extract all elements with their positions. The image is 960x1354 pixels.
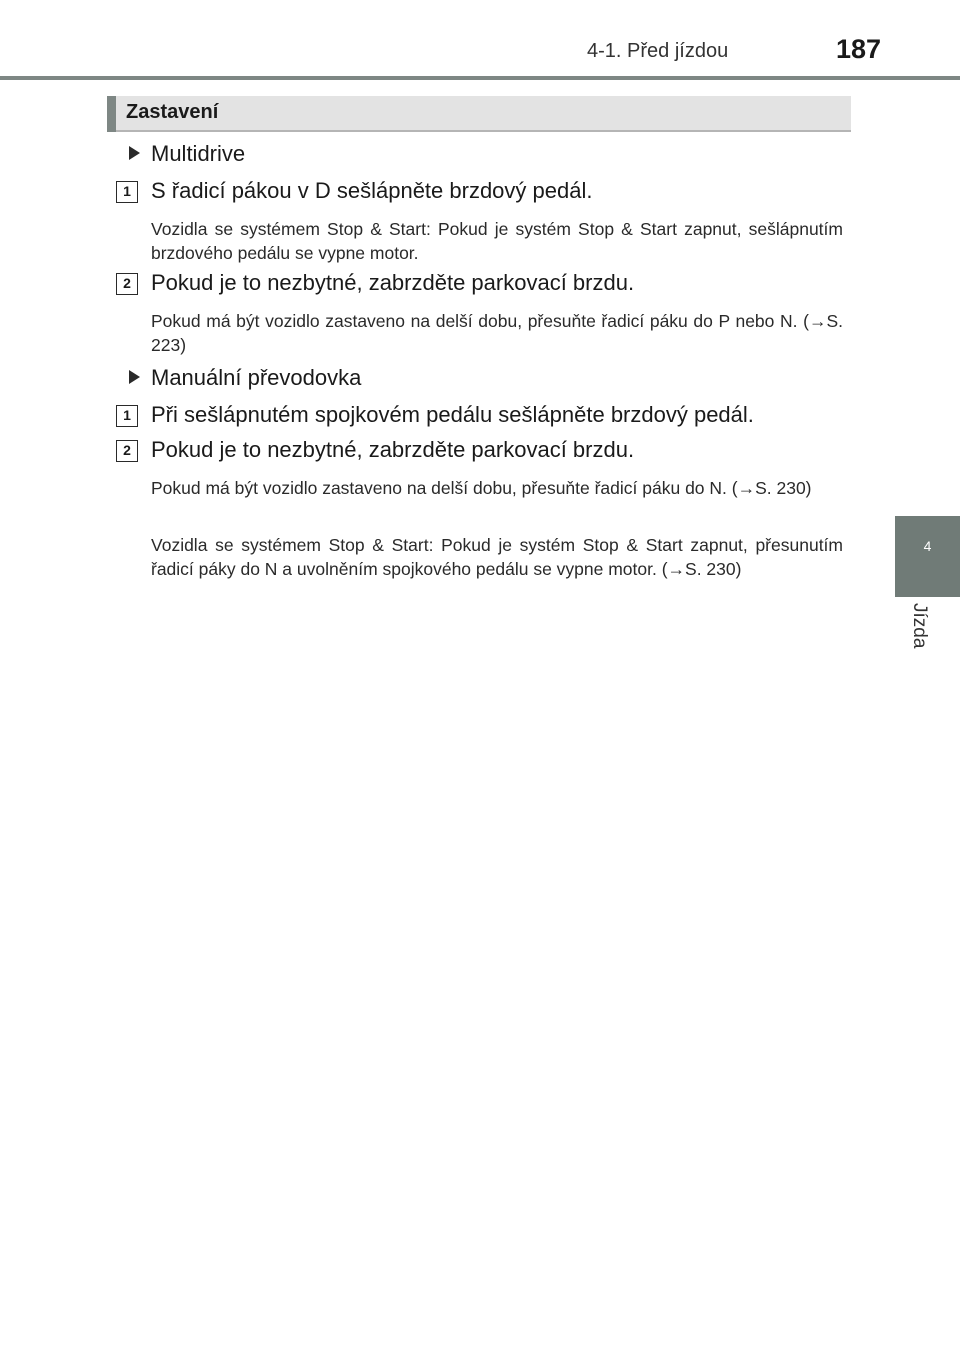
- page-number: 187: [836, 34, 882, 64]
- multidrive-step-2-note: Pokud má být vozidlo zastaveno na delší dobu, přesuňte řadicí páku do P nebo N. (→S. 223): [151, 311, 843, 355]
- chapter-number: 4: [923, 538, 932, 554]
- step-badge-1: 1: [116, 405, 138, 427]
- manual-step-2-note-1: Pokud má být vozidlo zastaveno na delší dobu, přesuňte řadicí páku do N. (→S. 230): [151, 478, 812, 498]
- chapter-tab-block: [895, 516, 960, 597]
- section-bar-background: [107, 96, 851, 132]
- step-badge-2: 2: [116, 273, 138, 295]
- manual-heading: Manuální převodovka: [151, 365, 362, 390]
- multidrive-step-1: S řadicí pákou v D sešlápněte brzdový pedál.: [151, 178, 593, 203]
- header-divider: [0, 76, 960, 80]
- section-bar-accent: [107, 96, 116, 132]
- multidrive-heading: Multidrive: [151, 141, 246, 166]
- step-badge-1: 1: [116, 181, 138, 203]
- step-badge-2: 2: [116, 440, 138, 462]
- section-title: Zastavení: [126, 101, 219, 123]
- chapter-label: Jízda: [909, 603, 930, 649]
- manual-step-2-note-2: Vozidla se systémem Stop & Start: Pokud je systém Stop & Start zapnut, přesunutím řadicí páky do N a uvolněním spojkového pedálu se vypne motor. (→S. 230): [151, 535, 843, 579]
- arrow-right-icon: [129, 370, 140, 384]
- manual-step-2: Pokud je to nezbytné, zabrzděte parkovací brzdu.: [151, 437, 635, 462]
- multidrive-step-2: Pokud je to nezbytné, zabrzděte parkovací brzdu.: [151, 270, 635, 295]
- multidrive-step-1-note: Vozidla se systémem Stop & Start: Pokud je systém Stop & Start zapnut, sešlápnutím brzdového pedálu se vypne motor.: [151, 219, 843, 263]
- header-section-title: 4-1. Před jízdou: [587, 40, 729, 62]
- manual-step-1: Při sešlápnutém spojkovém pedálu sešlápněte brzdový pedál.: [151, 402, 754, 427]
- arrow-right-icon: [129, 146, 140, 160]
